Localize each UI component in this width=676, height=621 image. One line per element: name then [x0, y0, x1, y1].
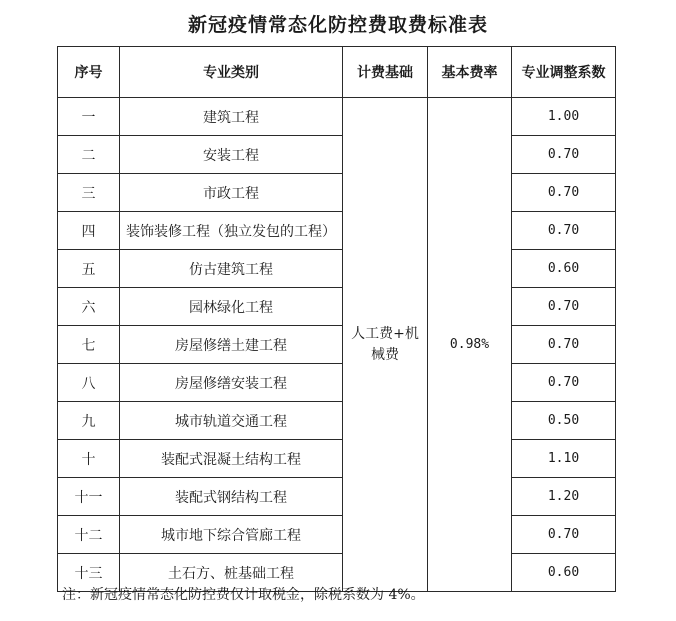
- row-index: 八: [58, 364, 120, 402]
- row-coefficient: 0.70: [512, 516, 616, 554]
- table-row: [58, 440, 616, 478]
- table-row: [58, 98, 616, 136]
- row-coefficient: 0.70: [512, 326, 616, 364]
- table-header-row: [58, 47, 616, 98]
- row-index: 十一: [58, 478, 120, 516]
- row-category: 城市地下综合管廊工程: [120, 516, 343, 554]
- row-category: 土石方、桩基础工程: [120, 554, 343, 592]
- row-coefficient: 0.60: [512, 250, 616, 288]
- row-index: 七: [58, 326, 120, 364]
- table-row: [58, 326, 616, 364]
- row-index: 十: [58, 440, 120, 478]
- table-row: [58, 516, 616, 554]
- row-category: 房屋修缮土建工程: [120, 326, 343, 364]
- row-index: 一: [58, 98, 120, 136]
- row-index: 二: [58, 136, 120, 174]
- table-row: [58, 174, 616, 212]
- table-row: [58, 288, 616, 326]
- table-row: [58, 402, 616, 440]
- fee-standard-table: [57, 46, 616, 592]
- table-body: [58, 98, 616, 592]
- row-coefficient: 0.60: [512, 554, 616, 592]
- row-category: 安装工程: [120, 136, 343, 174]
- row-index: 三: [58, 174, 120, 212]
- row-category: 装配式钢结构工程: [120, 478, 343, 516]
- row-coefficient: 0.70: [512, 288, 616, 326]
- row-index: 六: [58, 288, 120, 326]
- row-category: 园林绿化工程: [120, 288, 343, 326]
- row-coefficient: 1.10: [512, 440, 616, 478]
- row-coefficient: 0.70: [512, 212, 616, 250]
- row-index: 五: [58, 250, 120, 288]
- row-category: 建筑工程: [120, 98, 343, 136]
- footnote: 注：新冠疫情常态化防控费仅计取税金，除税系数为 4%。: [62, 587, 425, 603]
- basis-cell: 人工费+机械费: [343, 98, 428, 592]
- table-row: [58, 212, 616, 250]
- header-coefficient: 专业调整系数: [512, 47, 616, 98]
- row-index: 十二: [58, 516, 120, 554]
- header-rate: 基本费率: [428, 47, 512, 98]
- rate-cell: 0.98%: [428, 98, 512, 592]
- table-row: [58, 364, 616, 402]
- row-category: 仿古建筑工程: [120, 250, 343, 288]
- row-category: 房屋修缮安装工程: [120, 364, 343, 402]
- row-coefficient: 0.70: [512, 136, 616, 174]
- row-category: 装配式混凝土结构工程: [120, 440, 343, 478]
- row-index: 四: [58, 212, 120, 250]
- table-row: [58, 478, 616, 516]
- row-index: 十三: [58, 554, 120, 592]
- row-category: 装饰装修工程（独立发包的工程）: [120, 212, 343, 250]
- table-row: [58, 250, 616, 288]
- row-coefficient: 0.50: [512, 402, 616, 440]
- header-index: 序号: [58, 47, 120, 98]
- page-title: 新冠疫情常态化防控费取费标准表: [187, 14, 488, 36]
- table-row: [58, 136, 616, 174]
- row-index: 九: [58, 402, 120, 440]
- row-coefficient: 1.00: [512, 98, 616, 136]
- row-coefficient: 0.70: [512, 174, 616, 212]
- header-category: 专业类别: [120, 47, 343, 98]
- row-category: 城市轨道交通工程: [120, 402, 343, 440]
- row-coefficient: 1.20: [512, 478, 616, 516]
- row-category: 市政工程: [120, 174, 343, 212]
- row-coefficient: 0.70: [512, 364, 616, 402]
- header-basis: 计费基础: [343, 47, 428, 98]
